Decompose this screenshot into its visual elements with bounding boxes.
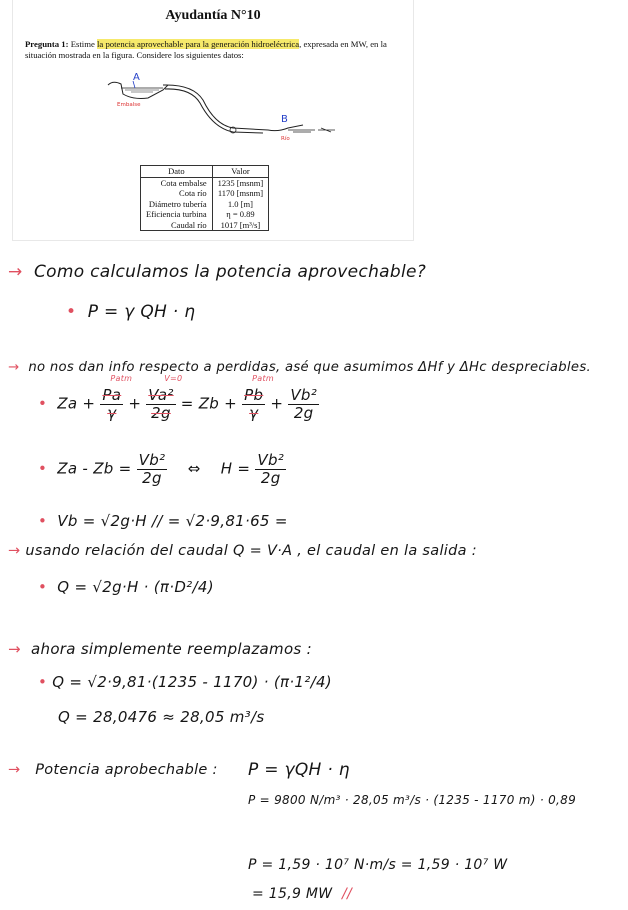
eq-frac-vb	[288, 387, 319, 421]
note-line-6	[38, 512, 288, 530]
note-line-2	[66, 302, 195, 322]
note-line-1	[8, 262, 426, 282]
problem-label: Pregunta 1:	[25, 39, 69, 49]
table-cell: Diámetro tubería	[141, 199, 213, 210]
frac-den: γ	[249, 403, 259, 422]
frac-num: Vb²	[290, 386, 318, 404]
bullet-icon: •	[38, 673, 48, 691]
table-cell: 1.0 [m]	[227, 198, 253, 209]
note-line-10	[38, 673, 332, 691]
note-line-11	[58, 708, 264, 726]
figure-label-a: A	[133, 72, 140, 83]
note-text: no nos dan info respecto a perdidas, asé que asumimos ΔHf y ΔHc despreciables.	[28, 360, 591, 375]
note-line-3	[8, 360, 591, 375]
page-title: Ayudantía N°10	[165, 8, 261, 23]
table-cell: Caudal río	[141, 220, 213, 231]
bullet-icon: •	[38, 578, 48, 596]
eq-frac	[137, 452, 168, 486]
note-text: ahora simplemente reemplazamos :	[31, 640, 312, 658]
note-text: Como calculamos la potencia aprovechable?	[33, 262, 427, 282]
note-text: P = 1,59 · 10⁷ N·m/s = 1,59 · 10⁷ W	[248, 857, 508, 873]
figure-label-embalse: Embalse	[117, 102, 141, 108]
eq-lhs: Za - Zb =	[57, 459, 132, 478]
note-text: P = γQH · η	[248, 760, 350, 780]
note-line-7	[8, 543, 477, 559]
bullet-icon: •	[38, 459, 48, 478]
note-line-12-eq	[248, 760, 350, 780]
table-cell: 1017 [m³/s]	[220, 219, 261, 230]
frac-num: Vb²	[138, 451, 166, 469]
note-text: Q = √2·9,81·(1235 - 1170) · (π·1²/4)	[52, 673, 332, 691]
frac-num: Va²	[148, 386, 174, 404]
note-text: Q = √2g·H · (π·D²/4)	[57, 578, 214, 596]
eq-h: H =	[220, 459, 251, 478]
note-line-12	[8, 762, 218, 778]
eq-lhs: Za +	[57, 394, 96, 413]
note-text: Vb = √2g·H // = √2·9,81·65 =	[57, 512, 288, 530]
eq-frac	[255, 452, 286, 486]
table-cell: Cota río	[141, 188, 213, 199]
hydro-figure	[103, 70, 343, 150]
frac-den: γ	[107, 403, 117, 422]
eq-frac-pb	[242, 374, 274, 422]
note-text: P = γ QH · η	[87, 302, 196, 322]
table-row	[141, 209, 269, 220]
bullet-icon: •	[66, 302, 77, 322]
note-line-8	[38, 578, 214, 596]
frac-num: Pa	[102, 386, 122, 404]
note-text: usando relación del caudal Q = V·A , el caudal en la salida :	[25, 543, 477, 559]
arrow-icon: →	[8, 762, 21, 778]
table-row	[141, 177, 269, 188]
note-line-5	[38, 452, 286, 486]
arrow-icon: →	[8, 543, 21, 559]
figure-label-b: B	[281, 114, 288, 125]
arrow-icon: →	[8, 360, 20, 375]
eq-frac-va	[146, 374, 183, 422]
arrow-icon: →	[8, 262, 23, 282]
eq-frac-pa	[100, 374, 133, 422]
table-cell: Cota embalse	[141, 177, 213, 188]
note-patm-a: Patm	[110, 374, 133, 383]
table-cell: 1235 [msnm]	[217, 177, 264, 188]
iff-symbol: ⇔	[187, 459, 201, 478]
frac-den: 2g	[293, 403, 314, 422]
note-v0: V=0	[164, 374, 183, 383]
problem-pre: Estime	[68, 39, 97, 49]
note-line-13	[248, 793, 576, 807]
table-row	[141, 199, 269, 210]
eq-mid: = Zb +	[180, 394, 238, 413]
note-text: P = 9800 N/m³ · 28,05 m³/s · (1235 - 1170 m) · 0,89	[248, 793, 577, 807]
problem-statement	[25, 39, 405, 61]
table-header: Valor	[212, 166, 269, 178]
table-row	[141, 188, 269, 199]
arrow-icon: →	[8, 640, 21, 658]
figure-label-rio: Río	[281, 136, 290, 142]
bullet-icon: •	[38, 512, 48, 530]
problem-post: , expresada en MW, en la situación mostrada en la figura. Considere los siguientes datos:	[25, 39, 387, 60]
note-text: = 15,9 MW	[252, 886, 333, 902]
frac-den: 2g	[151, 403, 171, 422]
eq-plus: +	[270, 394, 284, 413]
frac-den: 2g	[142, 468, 162, 487]
table-header: Dato	[141, 166, 213, 178]
frac-num: Vb²	[257, 451, 285, 469]
note-line-9	[8, 640, 312, 658]
note-line-14	[248, 857, 507, 873]
note-text: Q = 28,0476 ≈ 28,05 m³/s	[58, 708, 265, 726]
note-text: Potencia aprobechable :	[35, 762, 218, 778]
table-cell: η = 0.89	[226, 209, 255, 219]
note-patm-b: Patm	[252, 374, 274, 383]
table-cell: 1170 [msnm]	[217, 188, 264, 198]
frac-num: Pb	[244, 386, 264, 404]
eq-plus: +	[128, 394, 142, 413]
table-row	[141, 220, 269, 231]
note-line-15	[252, 886, 352, 902]
note-line-4	[38, 374, 319, 422]
frac-den: 2g	[260, 468, 281, 487]
bullet-icon: •	[38, 394, 48, 413]
data-table	[140, 165, 269, 231]
final-mark: //	[341, 886, 352, 902]
problem-highlight: la potencia aprovechable para la generación hidroeléctrica	[97, 39, 300, 49]
problem-sheet	[13, 0, 413, 240]
table-cell: Eficiencia turbina	[141, 209, 213, 220]
